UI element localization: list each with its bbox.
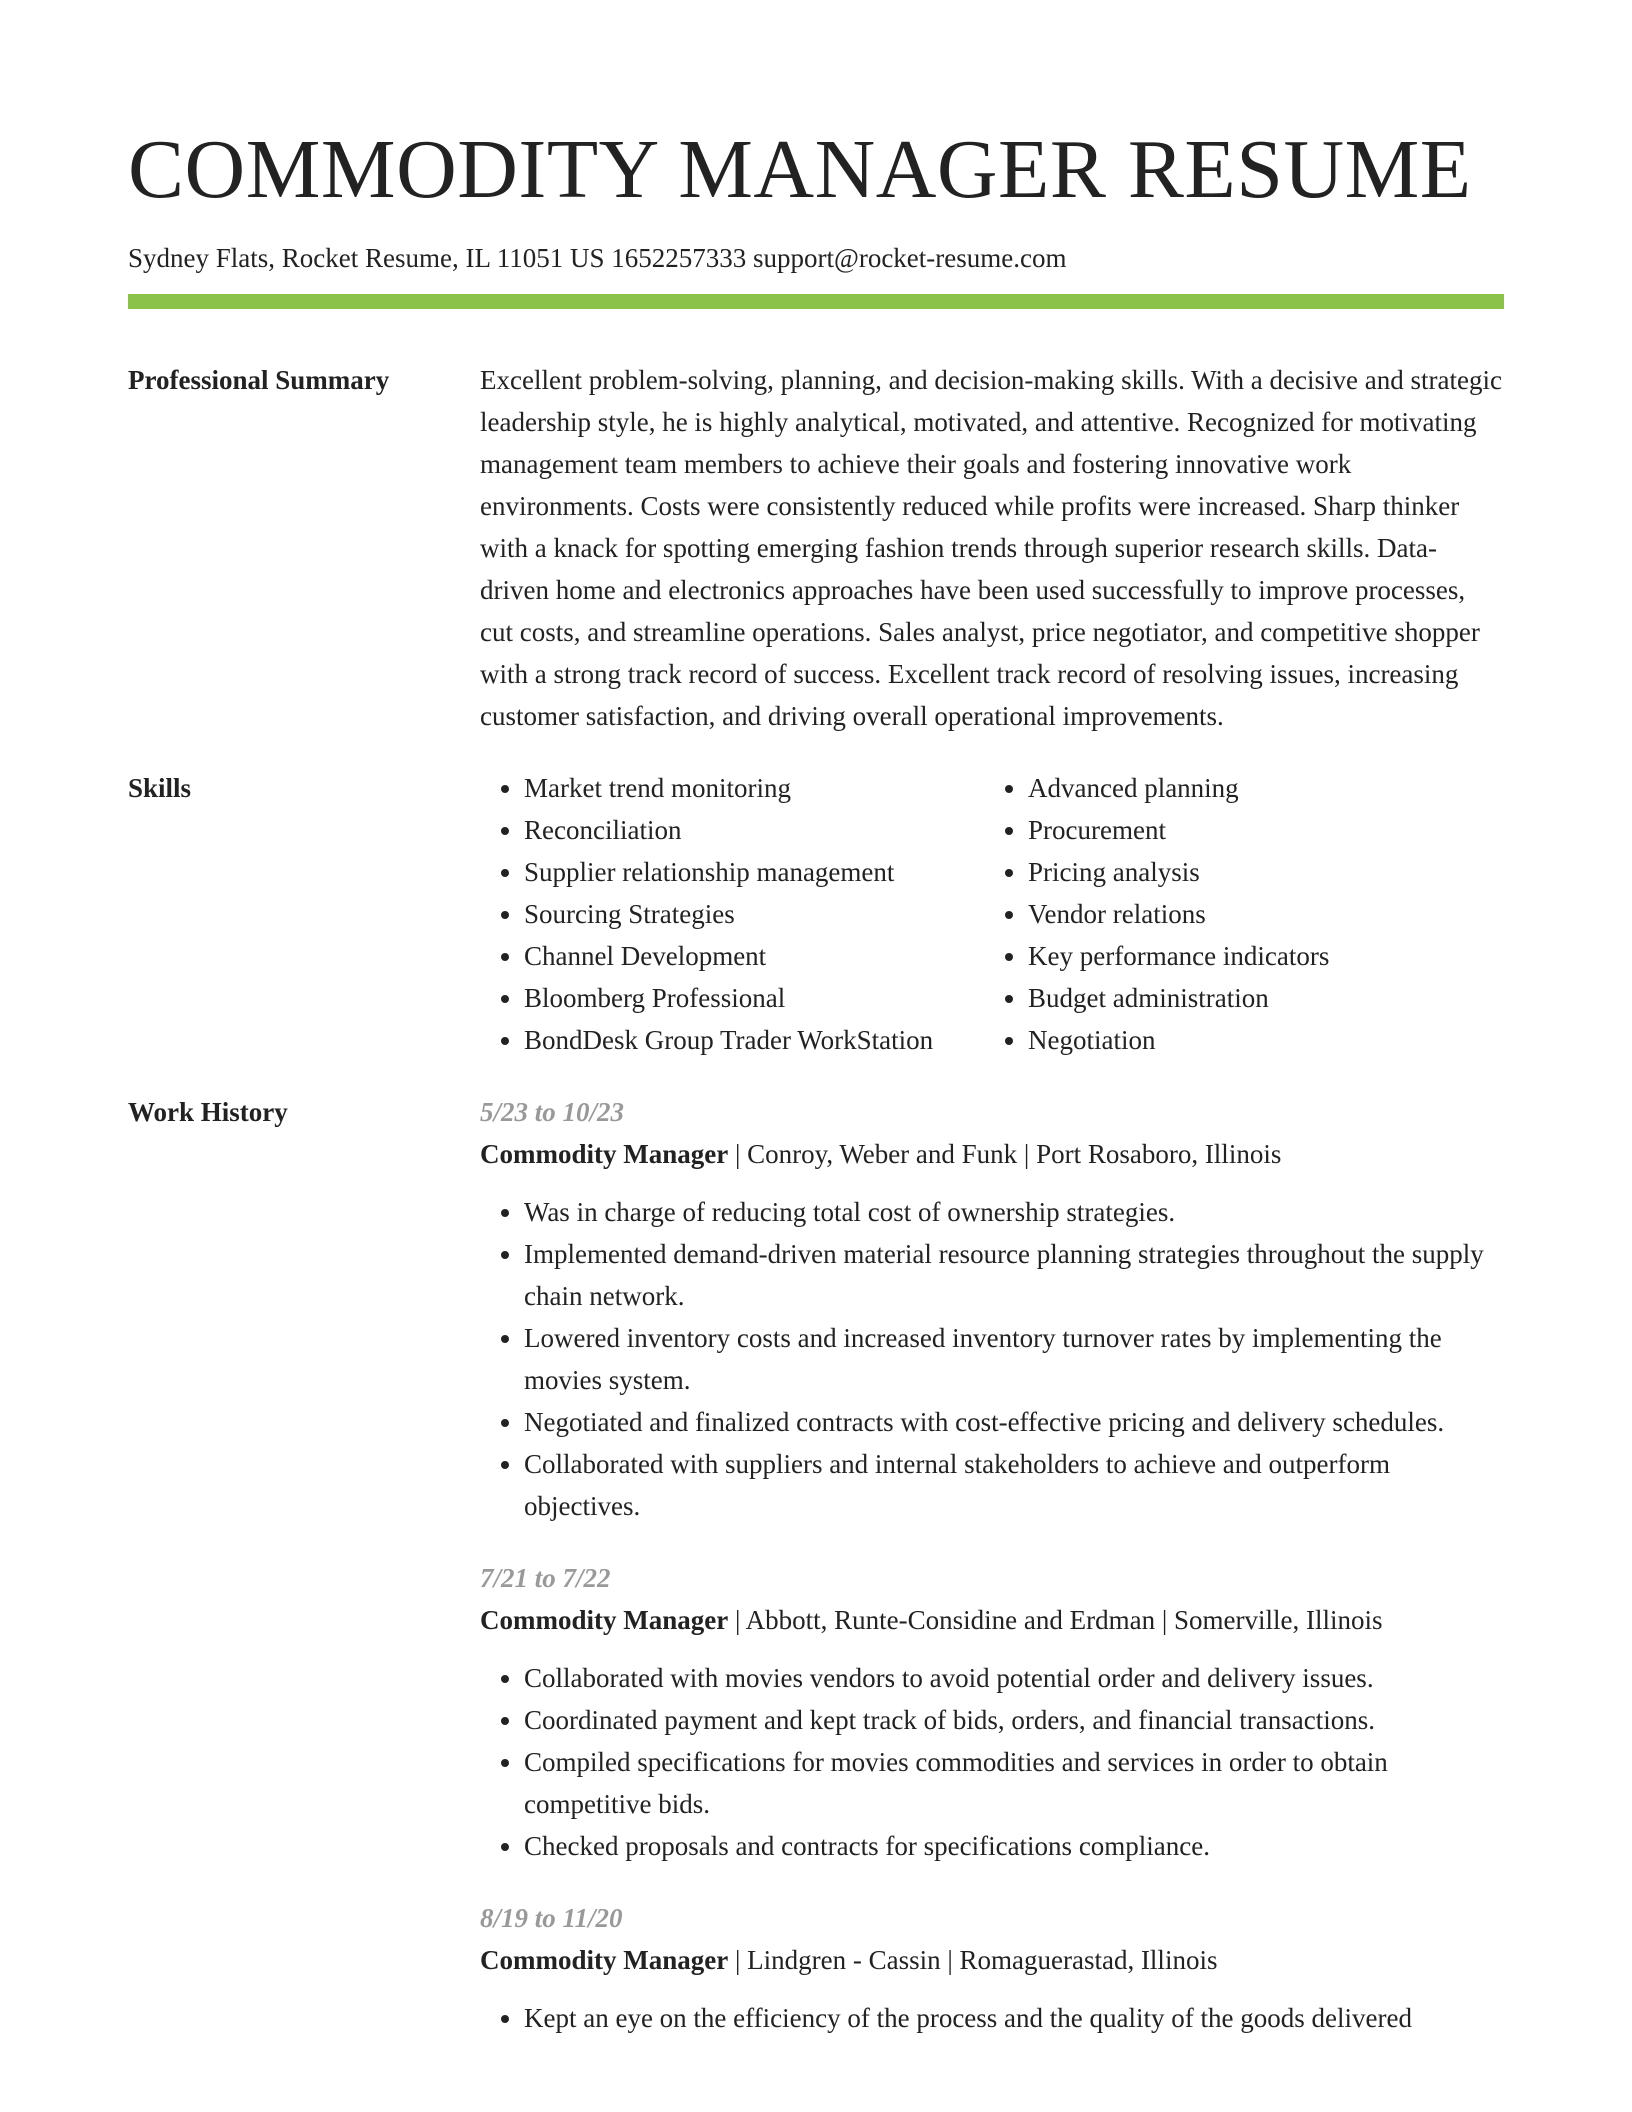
job-header bbox=[480, 1599, 1504, 1641]
skill-item: • BondDesk Group Trader WorkStation bbox=[524, 1019, 984, 1061]
job-bullets bbox=[480, 1657, 1504, 1867]
summary-text: Excellent problem-solving, planning, and decision-making skills. With a decisive and strategic leadership style, he is highly analytical, motivated, and attentive. Recognized for motivating management team members to achieve their goals and fostering innovative work environments. Costs were consistently reduced while profits were increased. Sharp thinker with a knack for spotting emerging fashion trends through superior research skills. Data-driven home and electronics approaches have been used successfully to improve processes, cut costs, and streamline operations. Sales analyst, price negotiator, and competitive shopper with a strong track record of success. Excellent track record of resolving issues, increasing customer satisfaction, and driving overall operational improvements. bbox=[480, 365, 1502, 732]
skills-grid bbox=[480, 767, 1504, 1061]
section-title-work: Work History bbox=[128, 1097, 288, 1128]
job-employer-location: | Conroy, Weber and Funk | Port Rosaboro, Illinois bbox=[728, 1139, 1282, 1170]
work-history-body bbox=[480, 1091, 1504, 2069]
skills-list-right bbox=[984, 767, 1488, 1061]
job-header bbox=[480, 1133, 1504, 1175]
job-bullets bbox=[480, 1997, 1504, 2039]
job-title: Commodity Manager bbox=[480, 1605, 729, 1636]
skill-item: • Supplier relationship management bbox=[524, 851, 984, 893]
job-bullet: • Coordinated payment and kept track of bids, orders, and financial transactions. bbox=[524, 1699, 1504, 1741]
job-entry bbox=[480, 1897, 1504, 2039]
resume-page bbox=[128, 0, 1504, 2069]
job-employer-location: | Abbott, Runte-Considine and Erdman | Somerville, Illinois bbox=[728, 1605, 1383, 1636]
resume-title: COMMODITY MANAGER RESUME bbox=[128, 123, 1472, 216]
job-bullet: • Kept an eye on the efficiency of the process and the quality of the goods delivered bbox=[524, 1997, 1504, 2039]
skill-item: • Advanced planning bbox=[1028, 767, 1488, 809]
skills-section bbox=[128, 767, 1504, 1061]
skill-item: • Channel Development bbox=[524, 935, 984, 977]
job-bullet: • Collaborated with suppliers and internal stakeholders to achieve and outperform objectives. bbox=[524, 1443, 1504, 1527]
job-bullet: • Implemented demand-driven material resource planning strategies throughout the supply chain network. bbox=[524, 1233, 1504, 1317]
job-entry bbox=[480, 1557, 1504, 1867]
accent-divider bbox=[128, 294, 1504, 309]
contact-line: Sydney Flats, Rocket Resume, IL 11051 US 1652257333 support@rocket-resume.com bbox=[128, 243, 1067, 273]
job-bullet: • Collaborated with movies vendors to avoid potential order and delivery issues. bbox=[524, 1657, 1504, 1699]
skill-item: • Budget administration bbox=[1028, 977, 1488, 1019]
skill-item: • Vendor relations bbox=[1028, 893, 1488, 935]
job-bullet: • Compiled specifications for movies commodities and services in order to obtain competitive bids. bbox=[524, 1741, 1504, 1825]
skill-item: • Market trend monitoring bbox=[524, 767, 984, 809]
job-employer-location: | Lindgren - Cassin | Romaguerastad, Illinois bbox=[728, 1945, 1218, 1976]
skill-item: • Bloomberg Professional bbox=[524, 977, 984, 1019]
section-title-summary: Professional Summary bbox=[128, 365, 390, 396]
skill-item: • Key performance indicators bbox=[1028, 935, 1488, 977]
job-bullet: • Negotiated and finalized contracts with cost-effective pricing and delivery schedules. bbox=[524, 1401, 1504, 1443]
summary-section bbox=[128, 359, 1504, 737]
job-dates: 7/21 to 7/22 bbox=[480, 1563, 611, 1594]
skill-item: • Pricing analysis bbox=[1028, 851, 1488, 893]
job-header bbox=[480, 1939, 1504, 1981]
skill-item: • Sourcing Strategies bbox=[524, 893, 984, 935]
job-dates: 5/23 to 10/23 bbox=[480, 1097, 625, 1128]
job-dates: 8/19 to 11/20 bbox=[480, 1903, 623, 1934]
skills-list-left bbox=[480, 767, 984, 1061]
job-bullet: • Was in charge of reducing total cost of ownership strategies. bbox=[524, 1191, 1504, 1233]
skill-item: • Procurement bbox=[1028, 809, 1488, 851]
job-title: Commodity Manager bbox=[480, 1945, 729, 1976]
job-bullets bbox=[480, 1191, 1504, 1527]
job-bullet: • Lowered inventory costs and increased inventory turnover rates by implementing the movies system. bbox=[524, 1317, 1504, 1401]
job-title: Commodity Manager bbox=[480, 1139, 729, 1170]
skill-item: • Negotiation bbox=[1028, 1019, 1488, 1061]
job-entry bbox=[480, 1091, 1504, 1527]
skill-item: • Reconciliation bbox=[524, 809, 984, 851]
job-bullet: • Checked proposals and contracts for specifications compliance. bbox=[524, 1825, 1504, 1867]
work-history-section bbox=[128, 1091, 1504, 2069]
section-title-skills: Skills bbox=[128, 773, 192, 804]
